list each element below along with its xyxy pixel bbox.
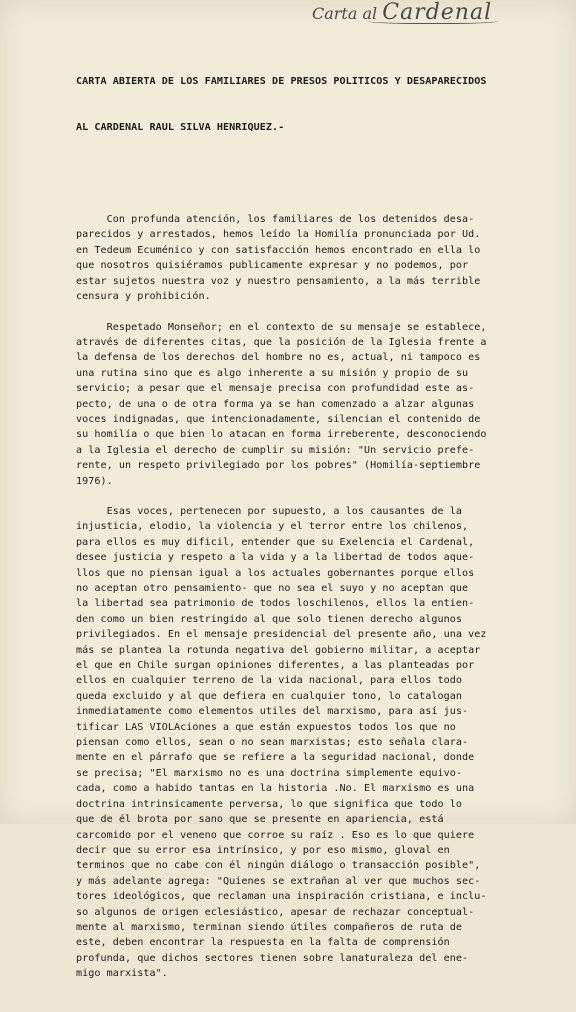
text-line: y más adelante agrega: "Quienes se extrañan al ver que muchos sec- xyxy=(76,875,481,887)
paragraph xyxy=(76,212,572,304)
text-line: mente en el párrafo que se refiere a la seguridad nacional, donde xyxy=(76,752,475,764)
text-line: carcomido por el veneno que corroe su raíz . Eso es lo que quiere xyxy=(76,829,475,841)
text-line: queda excluido y al que defiera en cualquier tono, lo catalogan xyxy=(76,690,462,702)
handwritten-prefix: Carta al xyxy=(312,4,378,23)
text-line: servicio; a pesar que el mensaje precisa con profundidad este as- xyxy=(76,383,475,395)
text-line: Respetado Monseñor; en el contexto de su mensaje se establece, xyxy=(76,321,487,333)
text-line: através de diferentes citas, que la posición de la Iglesia frente a xyxy=(76,336,487,348)
text-line: en Tedeum Ecuménico y con satisfacción hemos encontrado en ella lo xyxy=(76,244,481,256)
typed-letter-body xyxy=(76,43,572,1012)
text-line: la libertad sea patrimonio de todos loschilenos, ellos la entien- xyxy=(76,598,475,610)
text-line: tores ideológicos, que reclaman una inspiración cristiana, e inclu- xyxy=(76,891,487,903)
text-line: Esas voces, pertenecen por supuesto, a los causantes de la xyxy=(76,505,462,517)
paragraph xyxy=(76,320,572,489)
text-line: voces indignadas, que intencionadamente, silencian el contenido de xyxy=(76,413,481,425)
text-line: este, deben encontrar la respuesta en la falta de comprensión xyxy=(76,937,450,949)
text-line: pecto, de una o de otra forma ya se han comenzado a alzar algunas xyxy=(76,398,475,410)
text-line: que nosotros quisiéramos publicamente expresar y no podemos, por xyxy=(76,260,469,272)
text-line: no aceptan otro pensamiento- que no sea el suyo y no aceptan que xyxy=(76,583,469,594)
text-line: injusticia, elodio, la violencia y el terror entre los chilenos, xyxy=(76,521,469,533)
text-line: Con profunda atención, los familiares de los detenidos desa- xyxy=(76,214,475,226)
text-line: piensan como ellos, sean o no sean marxistas; esto señala clara- xyxy=(76,737,469,749)
text-line: decir que su error esa intrínsico, y por eso mismo, gloval en xyxy=(76,844,450,856)
text-line: doctrina intrinsicamente perversa, lo que significa que todo lo xyxy=(76,798,462,810)
text-line: migo marxista". xyxy=(76,968,168,980)
text-line: tificar LAS VIOLAciones a que están expuestos todos los que no xyxy=(76,721,456,733)
text-line: se precisa; "El marxismo no es una doctrina simplemente equivo- xyxy=(76,767,462,779)
letter-paragraphs xyxy=(76,212,572,982)
text-line: den como un bien restringido al que solo tienen derecho algunos xyxy=(76,613,462,625)
paragraph xyxy=(76,504,572,982)
text-line: a la Iglesia el derecho de cumplir su misión: "Un servicio prefe- xyxy=(76,444,475,456)
handwritten-word: Cardenal xyxy=(382,0,493,25)
letter-title-line-1: CARTA ABIERTA DE LOS FAMILIARES DE PRESOS POLITICOS Y DESAPARECIDOS xyxy=(76,75,487,87)
text-line: privilegiados. En el mensaje presidencial del presente año, una vez xyxy=(76,629,487,641)
text-line: estar sujetos nuestra voz y nuestro pensamiento, a la más terrible xyxy=(76,275,481,287)
handwritten-underline xyxy=(368,17,498,24)
text-line: desee justicia y respeto a la vida y a la libertad de todos aque- xyxy=(76,552,475,564)
text-line: parecidos y arrestados, hemos leído la Homilía pronunciada por Ud. xyxy=(76,229,481,241)
text-line: su homilía o que bien lo atacan en forma irreberente, desconociendo xyxy=(76,429,487,441)
text-line: 1976). xyxy=(76,475,113,487)
text-line: censura y prohibición. xyxy=(76,291,211,303)
letter-title-line-2: AL CARDENAL RAUL SILVA HENRIQUEZ.- xyxy=(76,122,285,134)
text-line: profunda, que dichos sectores tienen sobre lanaturaleza del ene- xyxy=(76,952,469,964)
text-line: ellos en cualquier terreno de la vida nacional, para ellos todo xyxy=(76,675,462,687)
text-line: el que en Chile surgan opiniones diferentes, a las planteadas por xyxy=(76,660,475,672)
text-line: cada, como a habido tantas en la historia .No. El marxismo es una xyxy=(76,783,475,795)
text-line: mente al marxismo, terminan siendo útiles compañeros de ruta de xyxy=(76,921,462,933)
text-line: rente, un respeto privilegiado por los pobres" (Homilía-septiembre xyxy=(76,460,481,472)
text-line: terminos que no cabe con él ningún diálogo o transacción posible", xyxy=(76,860,481,872)
text-line: una rutina sino que es algo inherente a su misión y propio de su xyxy=(76,367,469,379)
text-line: para ellos es muy dificil, entender que su Exelencia el Cardenal, xyxy=(76,536,475,548)
text-line: inmediatamente como elementos utiles del marxismo, para así jus- xyxy=(76,706,469,718)
text-line: llos que no piensan igual a los actuales gobernantes porque ellos xyxy=(76,567,475,579)
text-line: que de él brota por sano que se presente en apariencia, está xyxy=(76,814,444,826)
text-line: más se plantea la rotunda negativa del gobierno militar, a aceptar xyxy=(76,644,481,656)
text-line: so algunos de origen eclesiástico, apesar de rechazar conceptual- xyxy=(76,906,475,918)
text-line: la defensa de los derechos del hombre no es, actual, ni tampoco es xyxy=(76,352,481,364)
